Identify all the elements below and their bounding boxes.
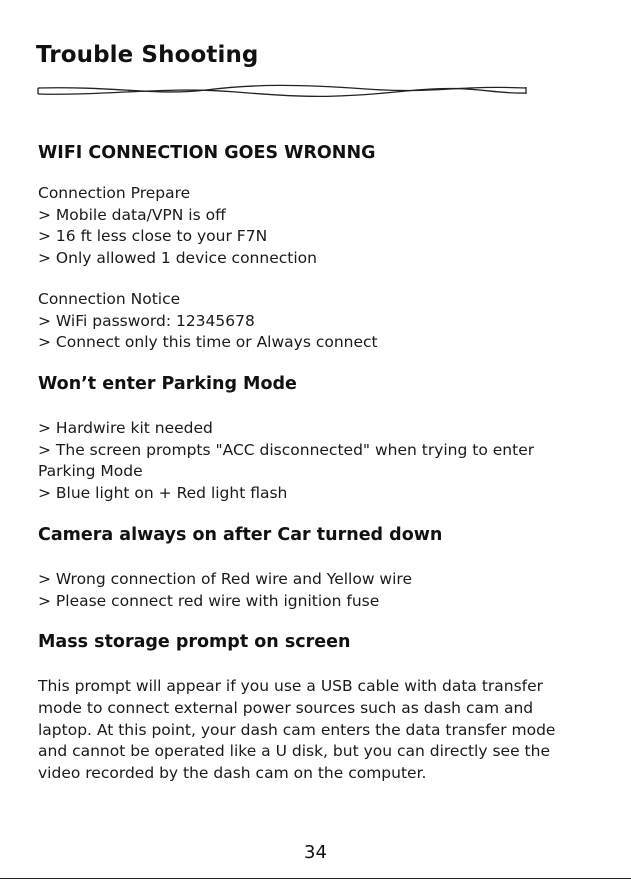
storage-heading: Mass storage prompt on screen bbox=[38, 632, 351, 652]
paragraph-line: and cannot be operated like a U disk, but you can directly see the bbox=[38, 742, 550, 761]
list-item: > The screen prompts "ACC disconnected" when trying to enter bbox=[38, 440, 535, 459]
storage-paragraph bbox=[38, 676, 578, 785]
list-item: > Only allowed 1 device connection bbox=[38, 248, 317, 267]
wifi-heading: WIFI CONNECTION GOES WRONNG bbox=[38, 143, 376, 163]
decorative-wave-divider bbox=[36, 82, 528, 102]
list-item: > Connect only this time or Always connect bbox=[38, 333, 378, 351]
camera-heading: Camera always on after Car turned down bbox=[38, 525, 443, 545]
paragraph-line: mode to connect external power sources such as dash cam and bbox=[38, 698, 534, 717]
list-item: > Hardwire kit needed bbox=[38, 419, 213, 437]
list-item: > Blue light on + Red light flash bbox=[38, 483, 288, 502]
connection-notice-label: Connection Notice bbox=[38, 290, 181, 308]
list-item: Parking Mode bbox=[38, 462, 143, 480]
camera-items bbox=[38, 569, 412, 612]
paragraph-line: This prompt will appear if you use a USB cable with data transfer bbox=[38, 677, 544, 695]
list-item: > Wrong connection of Red wire and Yellow wire bbox=[38, 570, 412, 588]
list-item: > 16 ft less close to your F7N bbox=[38, 227, 268, 245]
page-number: 34 bbox=[304, 842, 327, 863]
list-item: > Mobile data/VPN is off bbox=[38, 205, 226, 224]
paragraph-line: laptop. At this point, your dash cam enters the data transfer mode bbox=[38, 720, 556, 739]
connection-prepare-label: Connection Prepare bbox=[38, 184, 191, 202]
wifi-section bbox=[38, 143, 375, 163]
parking-items bbox=[38, 418, 534, 504]
paragraph-line: video recorded by the dash cam on the computer. bbox=[38, 764, 427, 783]
list-item: > WiFi password: 12345678 bbox=[38, 311, 255, 330]
parking-section bbox=[38, 374, 297, 394]
list-item: > Please connect red wire with ignition fuse bbox=[38, 591, 380, 610]
bottom-divider bbox=[0, 878, 631, 879]
camera-section bbox=[38, 525, 442, 545]
connection-notice-block bbox=[38, 289, 378, 354]
parking-heading: Won’t enter Parking Mode bbox=[38, 374, 297, 394]
storage-section bbox=[38, 632, 350, 652]
page-title: Trouble Shooting bbox=[36, 42, 259, 68]
connection-prepare-block bbox=[38, 183, 317, 269]
